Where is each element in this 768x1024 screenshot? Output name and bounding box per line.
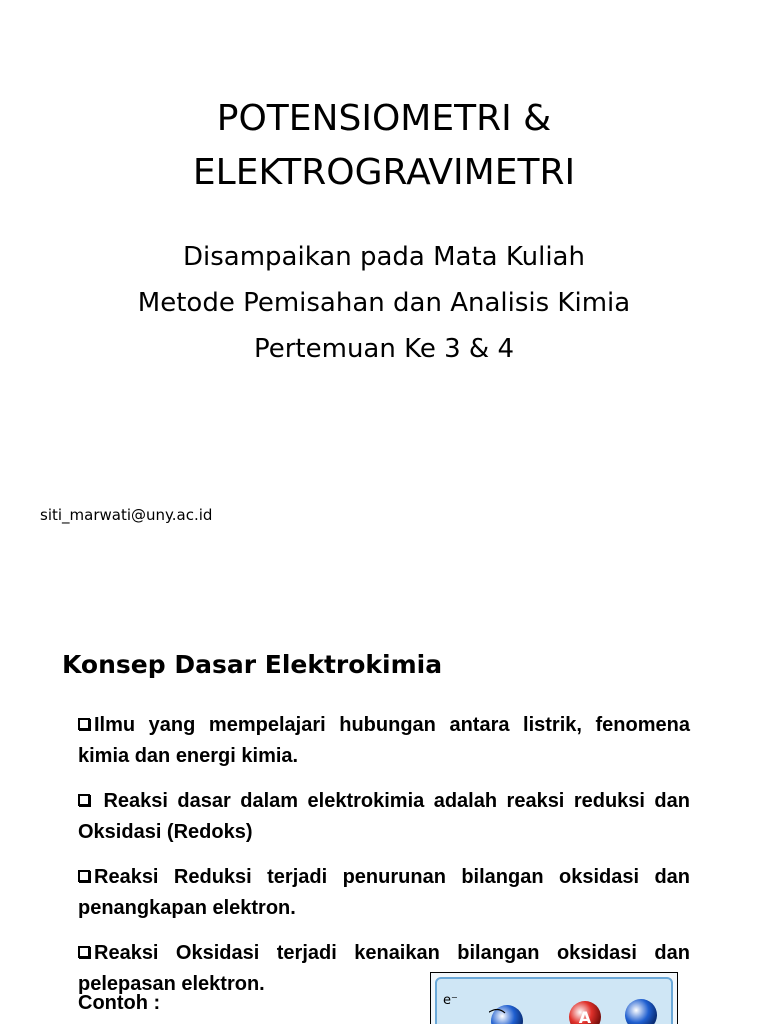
subtitle-line-2: Metode Pemisahan dan Analisis Kimia [137,288,631,318]
checkbox-bullet-icon [78,794,90,806]
bullet-text: Reaksi Oksidasi terjadi kenaikan bilangan oksidasi dan pelepasan elektron. [78,942,690,995]
author-email: siti_marwati@uny.ac.id [40,506,213,524]
slide-subtitle [0,234,768,372]
title-line-2: ELEKTROGRAVIMETRI [192,152,576,193]
slide-title [0,92,768,200]
blue-atom-icon [623,997,659,1024]
title-line-1: POTENSIOMETRI & [216,98,552,139]
redox-diagram [430,972,678,1024]
checkbox-bullet-icon [78,946,90,958]
bullet-text: Ilmu yang mempelajari hubungan antara listrik, fenomena kimia dan energi kimia. [78,714,690,767]
bullet-item [78,786,690,848]
subtitle-line-3: Pertemuan Ke 3 & 4 [253,334,514,364]
content-slide [0,620,768,1024]
checkbox-bullet-icon [78,718,90,730]
example-label: Contoh : [78,992,161,1014]
checkbox-bullet-icon [78,870,90,882]
atom-label: A [578,1008,592,1024]
bullet-text: Reaksi Reduksi terjadi penurunan bilangan oksidasi dan penangkapan elektron. [78,866,690,919]
bullet-text: Reaksi dasar dalam elektrokimia adalah reaksi reduksi dan Oksidasi (Redoks) [78,790,690,843]
red-atom-icon [567,999,603,1024]
section-heading: Konsep Dasar Elektrokimia [62,650,443,679]
bullet-item [78,710,690,772]
bullet-item [78,862,690,924]
blue-atom-icon [489,1003,525,1024]
subtitle-line-1: Disampaikan pada Mata Kuliah [183,242,585,272]
bullet-list [78,710,690,1014]
electron-label: e⁻ [443,993,458,1008]
